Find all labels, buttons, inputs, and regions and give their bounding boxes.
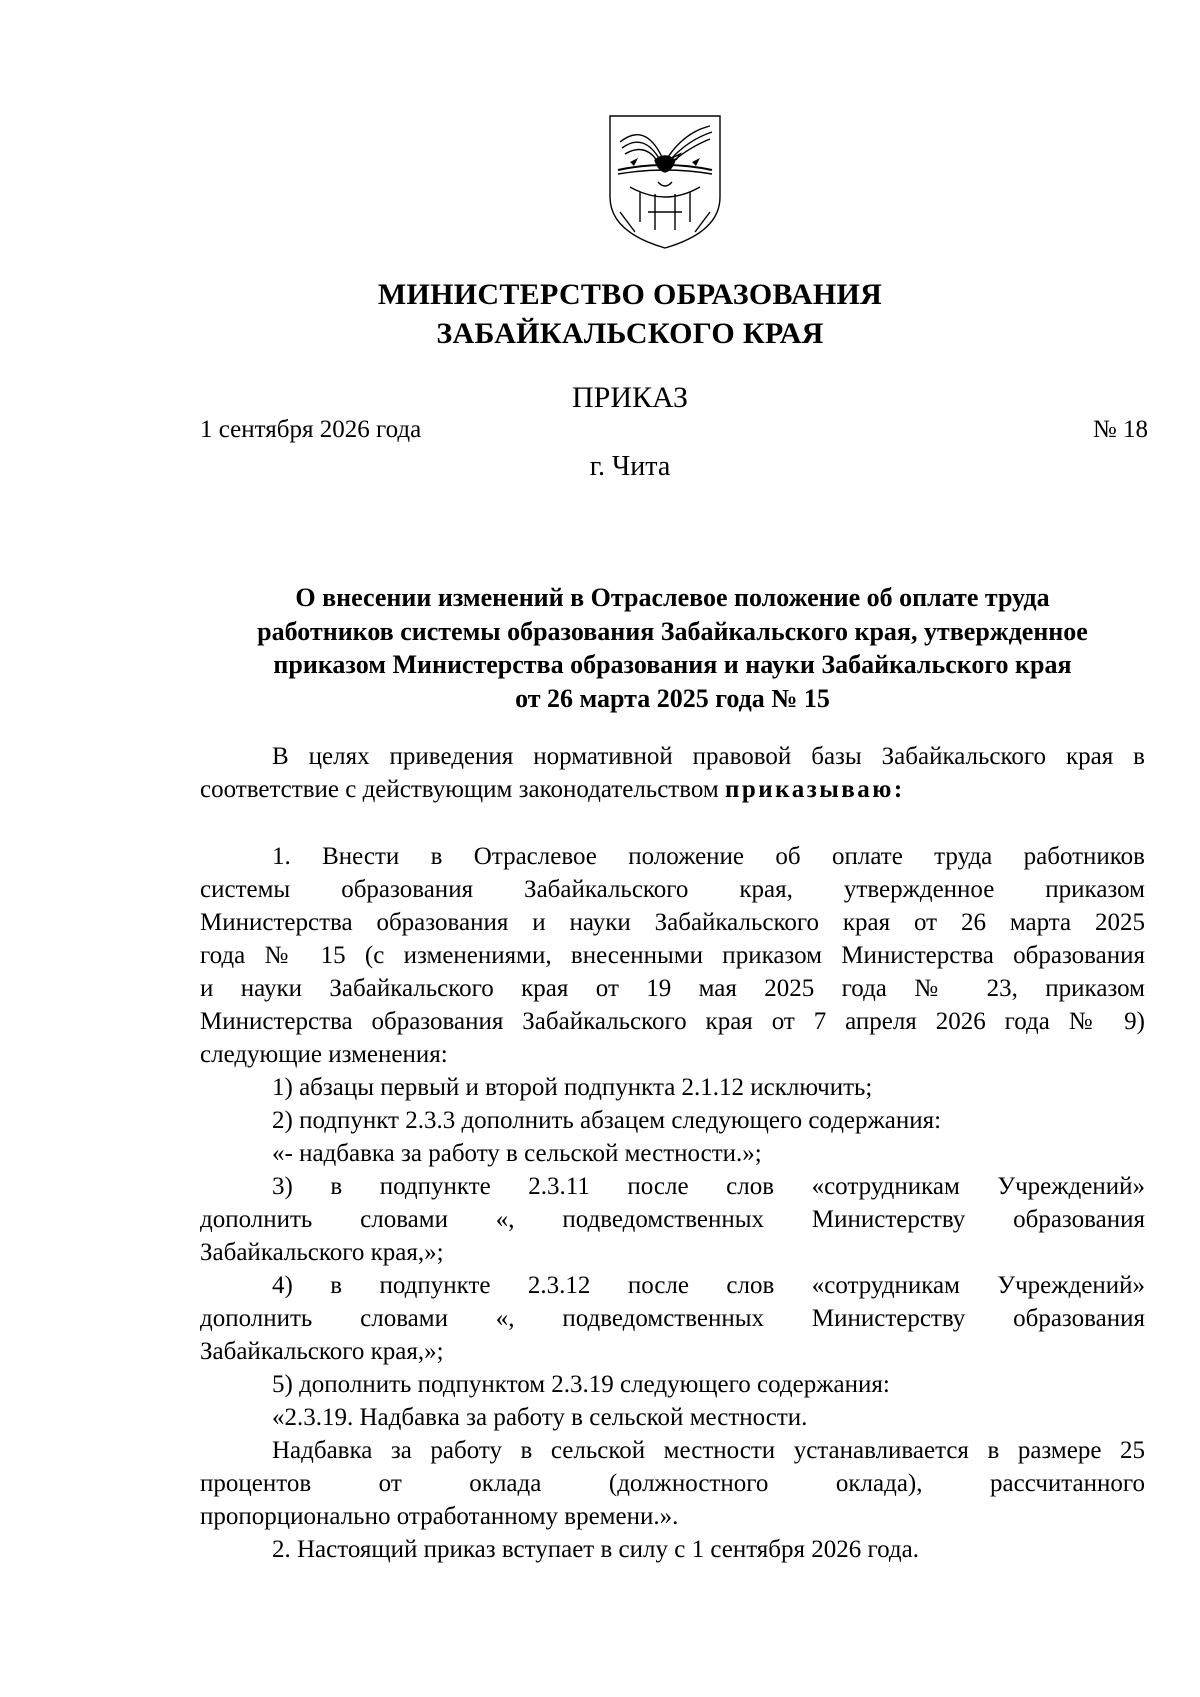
document-subject bbox=[200, 581, 1145, 715]
body-line: Надбавка за работу в сельской местности устанавливается в размере 25 bbox=[272, 1437, 1145, 1464]
subject-line: приказом Министерства образования и науки Забайкальского края bbox=[273, 650, 1072, 679]
ministry-name-line2: ЗАБАЙКАЛЬСКОГО КРАЯ bbox=[436, 317, 824, 350]
body-line: 1) абзацы первый и второй подпункта 2.1.12 исключить; bbox=[272, 1074, 873, 1101]
preamble-line bbox=[200, 773, 1145, 806]
document-date: 1 сентября 2026 года bbox=[200, 416, 422, 443]
body-line: 3) в подпункте 2.3.11 после слов «сотрудникам Учреждений» bbox=[272, 1173, 1145, 1200]
body-line: следующие изменения: bbox=[200, 1041, 448, 1068]
body-line: дополнить словами «, подведомственных Министерству образования bbox=[200, 1305, 1145, 1332]
body-line: Министерства образования Забайкальского края от 7 апреля 2026 года № 9) bbox=[200, 1008, 1145, 1035]
body-line: 2) подпункт 2.3.3 дополнить абзацем следующего содержания: bbox=[272, 1107, 942, 1134]
preamble bbox=[200, 740, 1145, 806]
body-line: 4) в подпункте 2.3.12 после слов «сотрудникам Учреждений» bbox=[272, 1272, 1145, 1299]
document-type: ПРИКАЗ bbox=[572, 381, 688, 414]
preamble-line: В целях приведения нормативной правовой базы Забайкальского края в bbox=[272, 743, 1145, 770]
body-line: 1. Внести в Отраслевое положение об оплате труда работников bbox=[272, 843, 1145, 870]
zabaikalsky-krai-coat-of-arms-icon bbox=[600, 112, 730, 252]
subject-line: от 26 марта 2025 года № 15 bbox=[515, 683, 830, 713]
body-line: Забайкальского края,»; bbox=[200, 1239, 444, 1266]
body-line: Министерства образования и науки Забайкальского края от 26 марта 2025 bbox=[200, 909, 1145, 936]
body-line: 2. Настоящий приказ вступает в силу с 1 сентября 2026 года. bbox=[272, 1536, 919, 1563]
body-line: года № 15 (с изменениями, внесенными приказом Министерства образования bbox=[200, 942, 1145, 969]
body-line: «2.3.19. Надбавка за работу в сельской местности. bbox=[272, 1404, 808, 1431]
body-line: 5) дополнить подпунктом 2.3.19 следующего содержания: bbox=[272, 1371, 890, 1398]
body-line: процентов от оклада (должностного оклада), рассчитанного bbox=[200, 1470, 1145, 1497]
ministry-name-line1: МИНИСТЕРСТВО ОБРАЗОВАНИЯ bbox=[377, 278, 883, 311]
body-line: Забайкальского края,»; bbox=[200, 1338, 444, 1365]
body-line: «- надбавка за работу в сельской местности.»; bbox=[272, 1140, 762, 1167]
order-keyword: приказываю: bbox=[724, 776, 905, 803]
subject-line: О внесении изменений в Отраслевое положение об оплате труда bbox=[295, 583, 1050, 612]
order-body bbox=[200, 840, 1145, 1566]
subject-line: работников системы образования Забайкальского края, утвержденное bbox=[257, 616, 1088, 646]
body-line: дополнить словами «, подведомственных Министерству образования bbox=[200, 1206, 1145, 1233]
document-number: № 18 bbox=[1092, 416, 1148, 443]
preamble-text: соответствие с действующим законодательством bbox=[200, 776, 725, 803]
body-line: системы образования Забайкальского края, утвержденное приказом bbox=[200, 876, 1145, 903]
body-line: пропорционально отработанному времени.». bbox=[200, 1503, 679, 1530]
document-city: г. Чита bbox=[589, 451, 671, 482]
body-line: и науки Забайкальского края от 19 мая 2025 года № 23, приказом bbox=[200, 975, 1145, 1002]
